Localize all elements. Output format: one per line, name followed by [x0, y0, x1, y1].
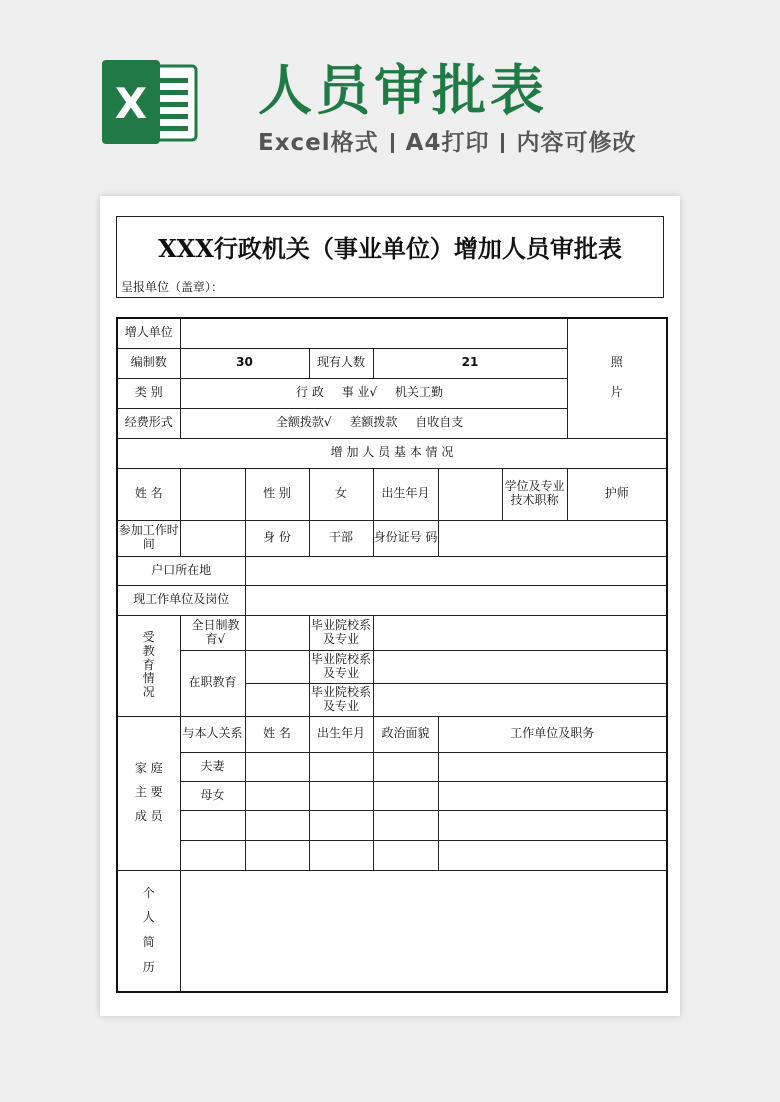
education-label	[117, 615, 180, 716]
degree-label: 学位及专业技术职称	[502, 468, 567, 520]
work-unit-header: 工作单位及职务	[438, 716, 667, 752]
id-number-label: 身份证号 码	[373, 520, 438, 556]
approval-form-table	[116, 317, 668, 993]
name-label: 姓 名	[117, 468, 180, 520]
family-work-cell[interactable]	[438, 752, 667, 781]
family-relation-cell[interactable]: 夫妻	[180, 752, 245, 781]
fulltime-education-value[interactable]	[245, 615, 309, 650]
relation-header: 与本人关系	[180, 716, 245, 752]
category-option-logistics[interactable]: 机关工勤	[395, 385, 444, 400]
inservice-education-label: 在职教育	[180, 650, 245, 716]
family-work-cell[interactable]	[438, 840, 667, 870]
category-label: 类 别	[117, 378, 180, 408]
family-name-cell[interactable]	[245, 810, 309, 840]
family-work-cell[interactable]	[438, 781, 667, 810]
subtitle-print: A4打印	[405, 130, 490, 156]
name-value[interactable]	[180, 468, 245, 520]
family-label-line1: 家 庭	[134, 761, 163, 776]
family-political-cell[interactable]	[373, 781, 438, 810]
inservice-graduation-value-2[interactable]	[373, 683, 667, 716]
separator-bar	[501, 133, 504, 153]
family-relation-cell[interactable]: 母女	[180, 781, 245, 810]
inservice-education-value[interactable]	[245, 650, 309, 683]
banner-subtitle	[258, 124, 636, 157]
current-count-value[interactable]: 21	[373, 348, 567, 378]
document-title: XXX行政机关（事业单位）增加人员审批表	[158, 234, 622, 263]
family-label-line2: 主 要	[134, 785, 163, 800]
id-number-value[interactable]	[438, 520, 667, 556]
excel-logo-icon	[100, 56, 198, 148]
subtitle-editable: 内容可修改	[516, 130, 637, 156]
category-option-institution[interactable]: 事 业√	[341, 385, 378, 400]
gender-label: 性 别	[245, 468, 309, 520]
photo-cell[interactable]	[567, 318, 667, 438]
fulltime-graduation-label: 毕业院校系及专业	[309, 615, 373, 650]
basic-info-header: 增 加 人 员 基 本 情 况	[117, 438, 667, 468]
family-members-label	[117, 716, 180, 870]
funding-label: 经费形式	[117, 408, 180, 438]
staffing-label: 编制数	[117, 348, 180, 378]
work-start-label: 参加工作时间	[117, 520, 180, 556]
work-start-value[interactable]	[180, 520, 245, 556]
family-political-cell[interactable]	[373, 840, 438, 870]
family-birth-cell[interactable]	[309, 840, 373, 870]
family-birth-header: 出生年月	[309, 716, 373, 752]
category-options[interactable]	[180, 378, 567, 408]
funding-option-self[interactable]: 自收自支	[415, 415, 464, 430]
family-relation-cell[interactable]	[180, 810, 245, 840]
education-label-text: 受教育情况	[142, 630, 155, 700]
category-option-admin[interactable]: 行 政	[296, 385, 324, 400]
funding-options[interactable]	[180, 408, 567, 438]
resume-label	[117, 870, 180, 992]
inservice-education-value-2[interactable]	[245, 683, 309, 716]
family-birth-cell[interactable]	[309, 752, 373, 781]
banner-title: 人员审批表	[258, 59, 548, 122]
birth-value[interactable]	[438, 468, 502, 520]
family-work-cell[interactable]	[438, 810, 667, 840]
fulltime-education-label: 全日制教育√	[180, 615, 245, 650]
submit-unit-label: 呈报单位（盖章）：	[121, 280, 224, 294]
increase-unit-label: 增人单位	[117, 318, 180, 348]
hukou-label: 户口所在地	[117, 556, 245, 585]
family-political-cell[interactable]	[373, 752, 438, 781]
family-name-cell[interactable]	[245, 840, 309, 870]
identity-label: 身 份	[245, 520, 309, 556]
staffing-value[interactable]: 30	[180, 348, 309, 378]
hukou-value[interactable]	[245, 556, 667, 585]
gender-value[interactable]: 女	[309, 468, 373, 520]
current-job-value[interactable]	[245, 585, 667, 615]
subtitle-format: Excel格式	[258, 130, 379, 156]
document-page	[100, 196, 680, 1016]
current-count-label: 现有人数	[309, 348, 373, 378]
family-name-cell[interactable]	[245, 781, 309, 810]
political-status-header: 政治面貌	[373, 716, 438, 752]
identity-value[interactable]: 干部	[309, 520, 373, 556]
degree-value[interactable]: 护师	[567, 468, 667, 520]
family-political-cell[interactable]	[373, 810, 438, 840]
resume-value[interactable]	[180, 870, 667, 992]
inservice-graduation-value[interactable]	[373, 650, 667, 683]
family-birth-cell[interactable]	[309, 810, 373, 840]
family-name-cell[interactable]	[245, 752, 309, 781]
fulltime-graduation-value[interactable]	[373, 615, 667, 650]
family-birth-cell[interactable]	[309, 781, 373, 810]
inservice-graduation-label-2: 毕业院校系及专业	[309, 683, 373, 716]
excel-logo-letter: X	[114, 79, 148, 128]
family-name-header: 姓 名	[245, 716, 309, 752]
resume-char: 人	[142, 910, 155, 925]
resume-char: 历	[142, 960, 155, 975]
resume-char: 个	[142, 885, 155, 900]
birth-label: 出生年月	[373, 468, 438, 520]
increase-unit-value[interactable]	[180, 318, 567, 348]
funding-option-partial[interactable]: 差额拨款	[349, 415, 398, 430]
inservice-graduation-label: 毕业院校系及专业	[309, 650, 373, 683]
current-job-label: 现工作单位及岗位	[117, 585, 245, 615]
separator-bar	[391, 133, 394, 153]
family-relation-cell[interactable]	[180, 840, 245, 870]
resume-char: 简	[142, 935, 155, 950]
photo-label-2: 片	[610, 385, 623, 400]
family-label-line3: 成 员	[134, 808, 163, 823]
photo-label-1: 照	[610, 355, 623, 370]
funding-option-full[interactable]: 全额拨款√	[275, 415, 332, 430]
title-box	[116, 216, 664, 298]
